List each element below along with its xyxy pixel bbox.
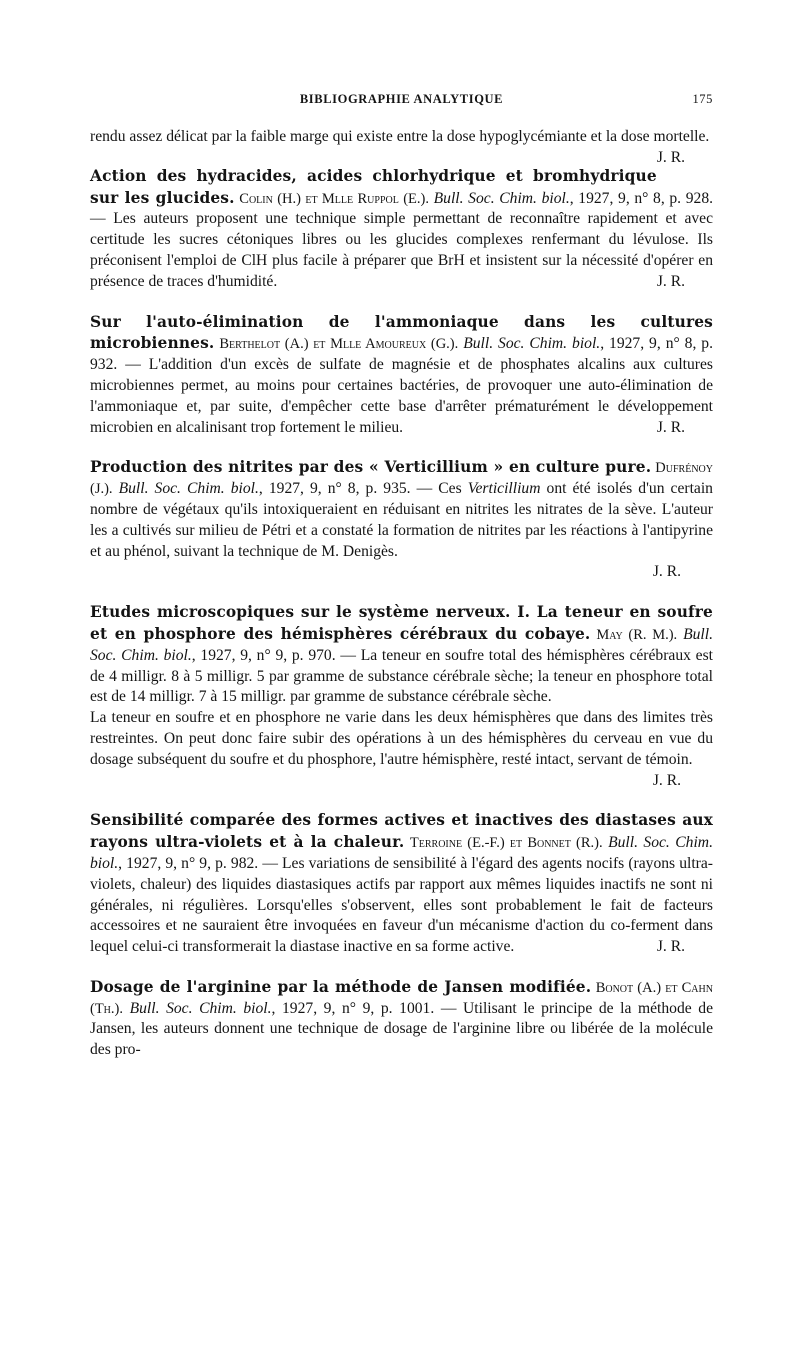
abstract-journal: Bull. Soc. Chim. biol. — [90, 834, 713, 872]
abstract-entry — [90, 457, 713, 583]
abstract-citation: , 1927, 9, n° 9, p. 982. — [118, 854, 259, 872]
running-header — [90, 92, 713, 110]
abstract-paragraph — [90, 977, 713, 1061]
abstract-entry — [90, 977, 713, 1061]
abstract-title: Sensibilité comparée des formes actives et inactives des diastases aux rayons ultra-violets et à la chaleur. — [90, 811, 713, 852]
intro-signature: J. R. — [656, 148, 685, 166]
abstract-authors: Dufrénoy (J.). — [90, 460, 713, 498]
abstract-title: Etudes microscopiques sur le système nerveux. I. La teneur en soufre et en phosphore des hémisphères cérébraux du cobaye. — [90, 603, 713, 643]
abstract-body: — L'addition d'un excès de sulfate de magnésie et de phosphates alcalins aux cultures microbiennes permet, au moins pour certaines bactéries, de provoquer une auto-élimination de l'ammoniaque et, par suite, d'empêcher cette base d'arrêter prématurément le développement microbien en alcalinisant trop fortement le milieu. — [90, 356, 713, 436]
abstract-paragraph — [90, 457, 713, 562]
abstract-body: — Les auteurs proposent une technique simple permettant de reconnaître rapidement et avec certitude les sucres cétoniques libres ou les glucides complexes renfermant du lévulose. Ils préconisent l'emploi de ClH plus facile à préparer que BrH et insistent sur la nécessité d'opérer en présence de traces d'humidité. — [90, 210, 713, 290]
abstract-paragraph — [90, 810, 713, 958]
abstract-authors: May (R. M.). — [596, 626, 678, 643]
abstract-citation: , 1927, 9, n° 8, p. 928. — [569, 189, 714, 207]
abstract-body: ont été isolés d'un certain nombre de végétaux qu'ils intoxiqueraient en réduisant en nitrites les nitrates de la sève. L'auteur les a cultivés sur milieu de Pétri et a constaté la formation de nitrites par les réactions à l'antipyrine et au phénol, suivant la technique de M. Denigès. — [90, 480, 713, 560]
abstract-authors: Colin (H.) et Mlle Ruppol (E.). — [239, 190, 429, 207]
abstract-journal: Bull. Soc. Chim. biol. — [463, 335, 601, 353]
abstract-citation: , 1927, 9, n° 9, p. 1001. — [271, 999, 435, 1017]
abstract-paragraph — [90, 166, 713, 293]
abstract-title: Sur l'auto-élimination de l'ammoniaque dans les cultures microbiennes. — [90, 312, 713, 353]
abstract-paragraph — [90, 312, 713, 439]
abstract-signature: J. R. — [656, 272, 685, 290]
abstract-signature: J. R. — [652, 771, 681, 789]
abstract-journal: Bull. Soc. Chim. biol. — [118, 480, 259, 498]
abstract-body-lead: — Ces — [416, 480, 462, 498]
page-number: 175 — [692, 92, 713, 106]
abstract-genus: Verticillium — [467, 480, 541, 498]
abstract-title: Action des hydracides, acides chlorhydrique et bromhydrique sur les glucides. — [90, 166, 657, 207]
abstract-citation: , 1927, 9, n° 8, p. 935. — [258, 480, 411, 498]
page-body — [90, 127, 713, 1080]
abstract-journal: Bull. Soc. Chim. biol. — [90, 625, 713, 664]
abstract-authors: Berthelot (A.) et Mlle Amoureux (G.). — [219, 336, 459, 353]
abstract-title: Production des nitrites par des « Verticillium » en culture pure. — [90, 458, 652, 477]
abstract-citation: , 1927, 9, n° 9, p. 970. — [191, 646, 336, 664]
intro-text: rendu assez délicat par la faible marge qui existe entre la dose hypoglycémiante et la dose mortelle. — [90, 128, 710, 145]
abstract-paragraph-2: La teneur en soufre et en phosphore ne varie dans les deux hémisphères que dans des limites très restreintes. On peut donc faire subir des opérations à un des hémisphères du cerveau en vue du dosage subséquent du soufre et du phosphore, l'autre hémisphère, resté intact, servant de témoin. — [90, 709, 713, 768]
abstract-entry — [90, 312, 713, 439]
abstract-citation: , 1927, 9, n° 8, p. 932. — [90, 335, 714, 374]
abstract-title: Dosage de l'arginine par la méthode de Jansen modifiée. — [90, 977, 592, 996]
abstract-signature: J. R. — [656, 938, 685, 956]
abstract-authors: Terroine (E.-F.) et Bonnet (R.). — [409, 835, 603, 852]
abstract-entry — [90, 602, 713, 791]
abstract-body: — La teneur en soufre total des hémisphères cérébraux est de 4 milligr. 8 à 5 milligr. 5 par gramme de substance cérébrale sèche; la teneur en phosphore total est de 14 milligr. 7 à 15 milligr. par gramme de substance cérébrale sèche. — [90, 646, 713, 706]
abstract-signature: J. R. — [652, 563, 681, 581]
abstract-entry — [90, 166, 713, 293]
abstract-paragraph — [90, 602, 713, 708]
intro-paragraph — [90, 127, 713, 166]
abstract-entry — [90, 810, 713, 958]
abstract-body: — Utilisant le principe de la méthode de Jansen, les auteurs donnent une technique de dosage de l'arginine libre ou libérée de la molécule des pro- — [90, 999, 713, 1059]
abstract-journal: Bull. Soc. Chim. biol. — [129, 999, 272, 1017]
abstract-body: — Les variations de sensibilité à l'égard des agents nocifs (rayons ultra-violets, chaleur) des liquides diastasiques actifs par rapport aux mêmes liquides inactifs ne sont ni générales, ni régulières. Lorsqu'elles s'observent, elles sont probablement le fait de facteurs accessoires et ne sauraient être invoquées en faveur d'un mécanisme d'action du co-ferment dans lequel celui-ci transformerait la diastase inactive en sa forme active. — [90, 854, 713, 956]
abstract-journal: Bull. Soc. Chim. biol. — [433, 189, 570, 207]
abstract-signature: J. R. — [656, 418, 685, 436]
abstract-authors: Bonot (A.) et Cahn (Th.). — [90, 979, 713, 1017]
running-title: BIBLIOGRAPHIE ANALYTIQUE — [299, 92, 504, 106]
